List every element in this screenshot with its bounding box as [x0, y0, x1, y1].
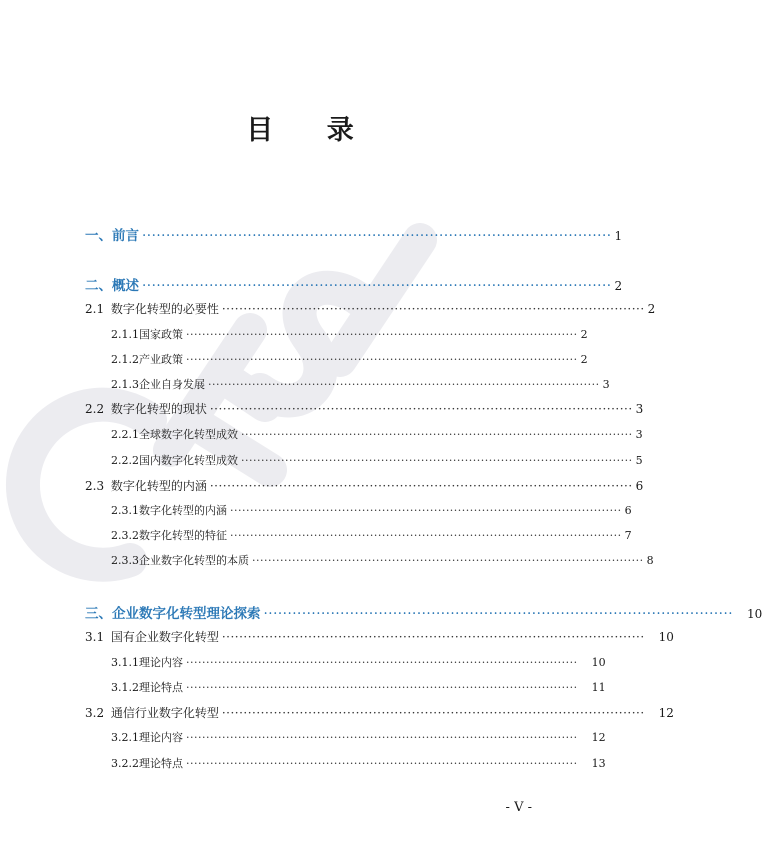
toc-page-number: 2 — [580, 353, 588, 366]
toc-leader: ·································································································· — [186, 353, 578, 366]
toc-page-number: 13 — [591, 757, 606, 770]
toc-entry-preface[interactable] — [85, 224, 623, 244]
toc-entry-label: 二、概述 — [85, 278, 139, 294]
toc-entry-2-2-1[interactable] — [111, 426, 643, 442]
toc-entry-label: 数字化转型的必要性 — [110, 302, 219, 316]
toc-page-number: 1 — [614, 229, 623, 243]
toc-leader: ·································································································· — [263, 606, 734, 622]
toc-leader: ·································································································· — [230, 529, 622, 542]
toc-page-number: 2 — [614, 279, 623, 293]
toc-entry-2-2[interactable] — [85, 400, 644, 417]
toc-page-number: 7 — [624, 529, 632, 542]
toc-leader: ·································································································· — [186, 328, 578, 341]
toc-entry-theory[interactable] — [85, 602, 762, 622]
toc-entry-3-1[interactable] — [85, 628, 674, 645]
toc-page-number: 6 — [635, 479, 644, 493]
toc-page-number: 2 — [647, 302, 656, 316]
toc-page-number: 8 — [646, 554, 654, 567]
toc-leader: ·································································································· — [209, 479, 633, 493]
toc-page-number: 10 — [591, 656, 606, 669]
toc-entry-label: 2.2.1全球数字化转型成效 — [111, 428, 238, 441]
toc-page-number: 10 — [747, 607, 762, 621]
toc-leader: ·································································································· — [186, 731, 578, 744]
toc-entry-2-2-2[interactable] — [111, 452, 643, 468]
toc-leader: ·································································································· — [186, 656, 578, 669]
toc-entry-2-3-1[interactable] — [111, 502, 632, 518]
toc-page-number: 3 — [635, 402, 644, 416]
toc-entry-label: 2.3.1数字化转型的内涵 — [111, 504, 227, 517]
toc-leader: ·································································································· — [252, 554, 644, 567]
toc-leader: ·································································································· — [230, 504, 622, 517]
toc-entry-label: 3.1.2理论特点 — [111, 681, 183, 694]
page-title: 目 录 — [246, 115, 376, 146]
page-footer-number: - V - — [505, 800, 532, 815]
toc-entry-3-2-1[interactable] — [111, 729, 606, 745]
toc-entry-2-3-3[interactable] — [111, 552, 654, 568]
toc-entry-label: 2.1.1国家政策 — [111, 328, 183, 341]
toc-entry-2-3[interactable] — [85, 477, 644, 494]
toc-entry-2-1[interactable] — [85, 300, 656, 317]
toc-entry-label: 2.2.2国内数字化转型成效 — [111, 454, 238, 467]
toc-page-number: 3 — [602, 378, 610, 391]
toc-entry-label: 3.1.1理论内容 — [111, 656, 183, 669]
toc-page-number: 5 — [635, 454, 643, 467]
toc-entry-label: 一、前言 — [85, 228, 139, 244]
toc-entry-label: 3.2.1理论内容 — [111, 731, 183, 744]
toc-entry-label: 三、企业数字化转型理论探索 — [85, 606, 261, 622]
toc-leader: ·································································································· — [241, 428, 633, 441]
toc-leader: ·································································································· — [241, 454, 633, 467]
toc-section-number: 2.2 — [85, 402, 105, 416]
toc-section-number: 2.3 — [85, 479, 105, 493]
toc-entry-3-2[interactable] — [85, 704, 674, 721]
toc-page-number: 6 — [624, 504, 632, 517]
toc-entry-label: 2.3.2数字化转型的特征 — [111, 529, 227, 542]
toc-section-number: 3.2 — [85, 706, 105, 720]
toc-entry-label: 2.3.3企业数字化转型的本质 — [111, 554, 249, 567]
toc-page-number: 11 — [591, 681, 606, 694]
toc-leader: ·································································································· — [142, 228, 612, 244]
toc-entry-label: 3.2.2理论特点 — [111, 757, 183, 770]
toc-entry-3-1-1[interactable] — [111, 654, 606, 670]
toc-page-number: 2 — [580, 328, 588, 341]
toc-leader: ·································································································· — [186, 757, 578, 770]
toc-page-number: 12 — [658, 706, 674, 720]
toc-entry-label: 数字化转型的现状 — [110, 402, 207, 416]
toc-section-number: 2.1 — [85, 302, 105, 316]
toc-entry-2-1-3[interactable] — [111, 376, 610, 392]
toc-leader: ·································································································· — [209, 402, 633, 416]
toc-section-number: 3.1 — [85, 630, 105, 644]
toc-leader: ·································································································· — [221, 302, 645, 316]
toc-leader: ·································································································· — [208, 378, 600, 391]
toc-entry-label: 数字化转型的内涵 — [110, 479, 207, 493]
toc-entry-2-1-2[interactable] — [111, 351, 588, 367]
toc-entry-label: 通信行业数字化转型 — [110, 706, 219, 720]
toc-page-number: 12 — [591, 731, 606, 744]
toc-entry-label: 2.1.3企业自身发展 — [111, 378, 205, 391]
toc-entry-label: 2.1.2产业政策 — [111, 353, 183, 366]
toc-entry-overview[interactable] — [85, 274, 623, 294]
toc-leader: ·································································································· — [221, 630, 645, 644]
toc-leader: ·································································································· — [186, 681, 578, 694]
toc-entry-3-1-2[interactable] — [111, 679, 606, 695]
toc-page-number: 10 — [658, 630, 674, 644]
toc-entry-2-1-1[interactable] — [111, 326, 588, 342]
toc-entry-label: 国有企业数字化转型 — [110, 630, 219, 644]
toc-page-number: 3 — [635, 428, 643, 441]
toc-entry-3-2-2[interactable] — [111, 755, 606, 771]
toc-leader: ·································································································· — [142, 278, 612, 294]
toc-entry-2-3-2[interactable] — [111, 527, 632, 543]
toc-leader: ·································································································· — [221, 706, 645, 720]
